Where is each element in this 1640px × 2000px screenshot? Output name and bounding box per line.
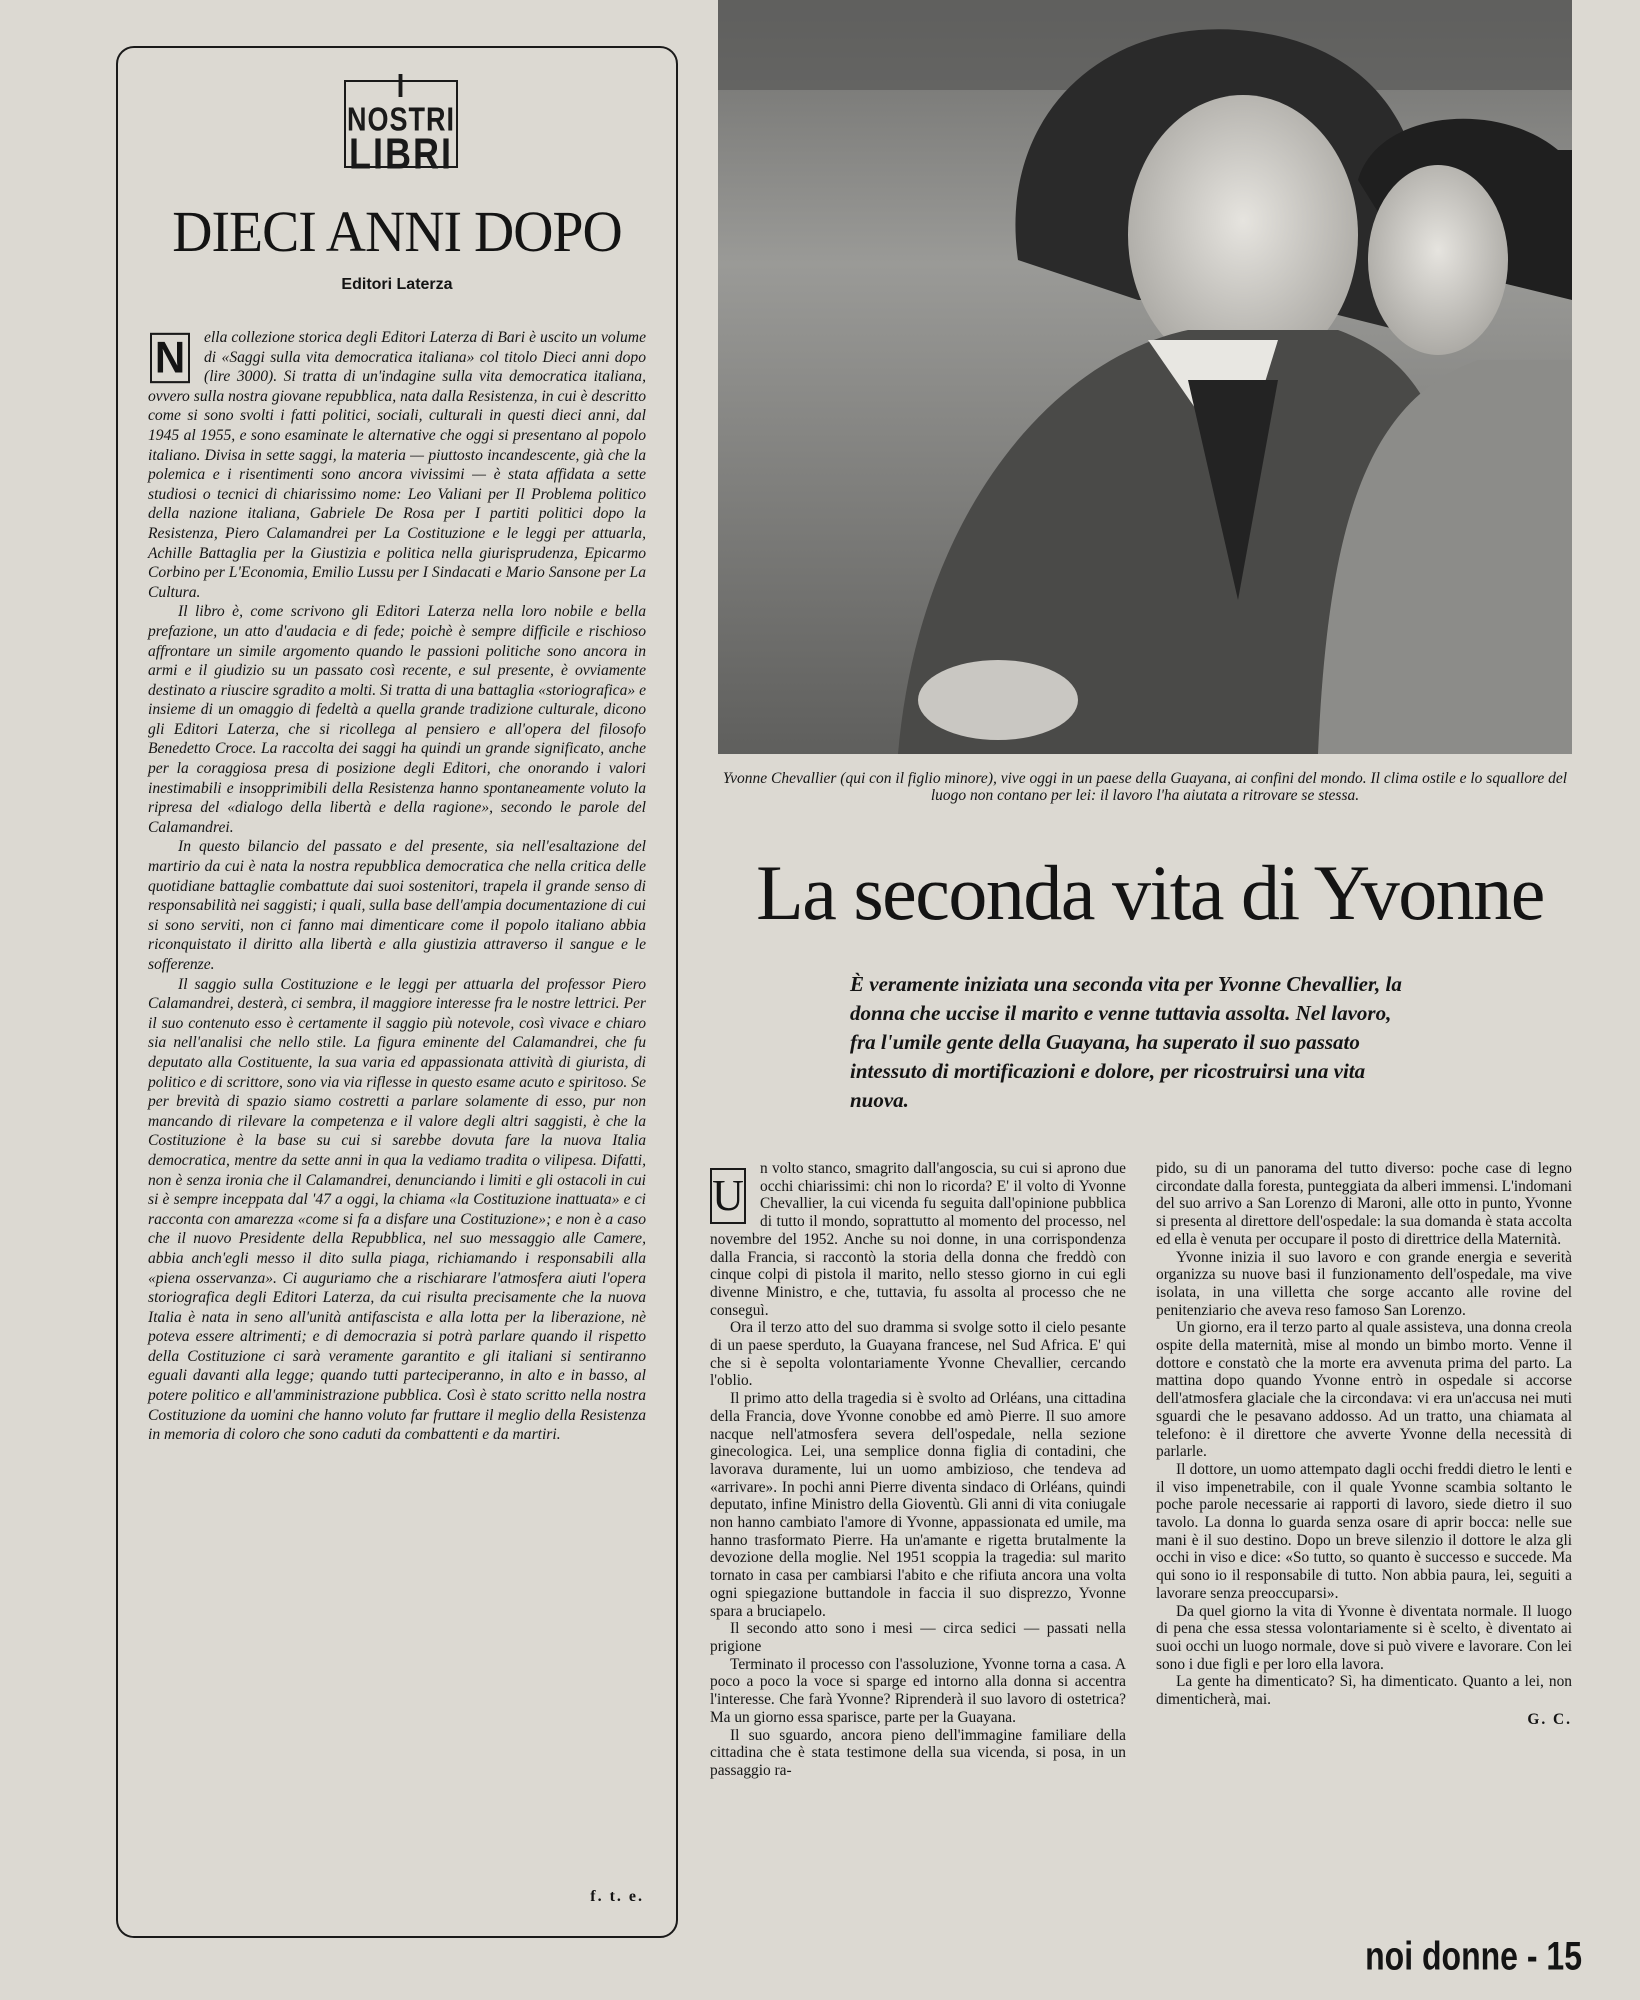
article-dropcap: U <box>710 1168 746 1224</box>
article-paragraph: Terminato il processo con l'assoluzione, Yvonne torna a casa. A poco a poco la voce si sparge ed intorno alla donna si accentra l'interesse. Che farà Yvonne? Riprenderà il suo lavoro di ostetrica? Ma un giorno essa sparisce, parte per la Guayana. <box>710 1655 1126 1726</box>
review-paragraph: N ella collezione storica degli Editori Laterza di Bari è uscito un volume di «Saggi sulla vita democratica italiana» col titolo Dieci anni dopo (lire 3000). Si tratta di un'indagine sulla vita democratica italiana, ovvero sulla nostra giovane repubblica, nata dalla Resistenza, in cui è descritto come si sono svolti i fatti politici, sociali, culturali in questi dieci anni, dal 1945 al 1955, e sono esaminate le alternative che oggi si presentano al popolo italiano. Divisa in sette saggi, la materia — piuttosto incandescente, già che la polemica e i risentimenti sono ancora vivissimi — è stata affidata a sette studiosi o tecnici di chiarissimo nome: Leo Valiani per Il Problema politico della nazione italiana, Gabriele De Rosa per I partiti politici dopo la Resistenza, Piero Calamandrei per La Costituzione e le leggi per attuarla, Achille Battaglia per la Giustizia e politica nella giurisprudenza, Epicarmo Corbino per L'Economia, Emilio Lussu per I Sindacati e Mario Sansone per La Cultura. <box>148 329 646 601</box>
review-publisher: Editori Laterza <box>341 276 453 293</box>
review-paragraph: In questo bilancio del passato e del presente, sia nell'esaltazione del martirio da cui è nata la nostra repubblica democratica che nella critica delle quotidiane battaglie combattute dai suoi sostenitori, trapela il grande senso di responsabilità nei saggisti; i quali, sulla base dell'ampia documentazione di cui si sono serviti, non ci fanno mai dimenticare come il popolo italiano abbia riconquistato il diritto alla libertà e alla giustizia attraverso il sangue e le sofferenze. <box>148 838 646 973</box>
article-headline: La seconda vita di Yvonne <box>756 849 1544 936</box>
article-deck: È veramente iniziata una seconda vita per Yvonne Chevallier, la donna che uccise il marito e venne tuttavia assolta. Nel lavoro, fra l'umile gente della Guayana, ha superato il suo passato intessuto di mortificazioni e dolore, per ricostruirsi una vita nuova. <box>850 972 1402 1112</box>
review-dropcap: N <box>150 333 190 383</box>
rubric-line-2: LIBRI <box>349 128 453 178</box>
photo-mother-and-son <box>718 0 1572 754</box>
review-title: DIECI ANNI DOPO <box>172 199 622 264</box>
article-paragraph: pido, su di un panorama del tutto diverso: poche case di legno circondate dalla foresta, punteggiata da alberi immensi. L'indomani del suo arrivo a San Lorenzo di Maroni, alle otto in punto, Yvonne si presenta al direttore dell'ospedale: la sua domanda è stata accolta ed ella è venuta per occupare il posto di direttrice della Maternità. <box>1156 1160 1572 1248</box>
article-paragraph: Il suo sguardo, ancora pieno dell'immagine familiare della cittadina che è stata testimone della sua vicenda, si posa, in un passaggio ra- <box>710 1726 1126 1779</box>
article-paragraph: Ora il terzo atto del suo dramma si svolge sotto il cielo pesante di un paese sperduto, la Guayana francese, nel Sud Africa. E' qui che si è sepolta volontariamente Yvonne Chevallier, cercando l'oblio. <box>710 1319 1126 1390</box>
page-folio: noi donne - 15 <box>1365 1933 1582 1979</box>
article-paragraph: Il secondo atto sono i mesi — circa sedici — passati nella prigione <box>710 1620 1126 1655</box>
review-body <box>148 328 646 1445</box>
article-column-1 <box>710 1160 1126 1780</box>
book-review-box <box>116 46 678 1938</box>
rubric-logo <box>344 66 458 178</box>
article-paragraph: Yvonne inizia il suo lavoro e con grande energia e severità organizza su nuove basi il funzionamento dell'ospedale, ma vive isolata, in una villetta che sorge accanto alle rovine del penitenziario che aveva reso famoso San Lorenzo. <box>1156 1248 1572 1319</box>
article-paragraph: Da quel giorno la vita di Yvonne è diventata normale. Il luogo di pena che essa stessa volontariamente si è scelto, è diventato ai suoi occhi un luogo normale, dove si può vivere e lavorare. Con lei sono i due figli e per loro ella lavora. <box>1156 1602 1572 1673</box>
review-paragraph: Il saggio sulla Costituzione e le leggi per attuarla del professor Piero Calamandrei, desterà, ci sembra, il maggiore interesse fra le nostre lettrici. Per il suo contenuto esso è certamente il saggio più notevole, così vivace e chiaro sia nell'analisi che nello stile. La figura eminente del Calamandrei, che fu deputato alla Costituente, la sua varia ed appassionata attività di giurista, di politico e di scrittore, sono via via riflesse in questo esame acuto e spiritoso. Se per brevità di spazio siamo costretti a parlare solamente di esso, pur non mancando di rilevare la competenza e il valore degli altri saggisti, è che la Costituzione è la base su cui si sarebbe dovuta fare la nuova Italia democratica, mentre da sette anni in qua la vediamo tradita o vilipesa. Difatti, non è senza ironia che il Calamandrei, denunciando i limiti e gli ostacoli in cui si è sempre inceppata dal '47 a oggi, la chiama «la Costituzione inattuata» e ci racconta con amarezza «come si fa a disfare una Costituzione»; e non è a caso che il nuovo Presidente della Repubblica, nel suo messaggio alle Camere, abbia anch'egli messo il dito sulla piaga, richiamando i responsabili alla «piena osservanza». Ci auguriamo che a rischiarare l'atmosfera aiuti l'opera storiografica degli Editori Laterza, da cui risulta precisamente che la nuova Italia è nata in seno all'unità antifascista e alla lotta per la liberazione, nè poteva essere altrimenti; e di democrazia si potrà parlare quando il rispetto della Costituzione ci sarà veramente garantito e gli italiani si sentiranno eguali davanti alla legge; quando tutti parteciperanno, in alto e in basso, al potere politico e all'amministrazione pubblica. Così è stato scritto nella nostra Costituzione da uomini che hanno voluto far fruttare il meglio della Resistenza in memoria di coloro che sono caduti da combattenti e da martiri. <box>148 975 646 1444</box>
rubric-line-1: I NOSTRI <box>346 66 455 138</box>
article-signature: G. C. <box>1527 1710 1572 1728</box>
article-paragraph: La gente ha dimenticato? Sì, ha dimenticato. Quanto a lei, non dimenticherà, mai. <box>1156 1673 1572 1709</box>
article-photo <box>718 0 1572 754</box>
article-paragraph: Il dottore, un uomo attempato dagli occhi freddi dietro le lenti e il viso impenetrabile, con il quale Yvonne scambia soltanto le poche parole necessarie ai rapporti di lavoro, siede dietro il suo tavolo. La donna lo guarda senza osare di aprir bocca: nelle sue mani è il suo destino. Dopo un breve silenzio il dottore le alza gli occhi in viso e dice: «So tutto, so quanto è successo e succede. Ma qui sono io il responsabile di tutto. Non abbia paura, lei, seguiti a lavorare senza preoccuparsi». <box>1156 1460 1572 1602</box>
article-column-2 <box>1156 1160 1572 1729</box>
photo-caption: Yvonne Chevallier (qui con il figlio minore), vive oggi in un paese della Guayana, ai confini del mondo. Il clima ostile e lo squallore del luogo non contano per lei: il lavoro l'ha aiutata a ritrovare se stessa. <box>722 770 1568 804</box>
review-paragraph: Il libro è, come scrivono gli Editori Laterza nella loro nobile e bella prefazione, un atto d'audacia e di fede; poichè è sempre difficile e rischioso affrontare un simile argomento quando le passioni politiche sono ancora in armi e il giudizio su un passato così recente, e sul presente, è ovviamente destinato a riuscire sgradito a molti. Si tratta di una battaglia «storiografica» e insieme di un omaggio di fedeltà a quella grande tradizione culturale, dicono gli Editori Laterza, che si ricollega al pensiero e all'opera del filosofo Benedetto Croce. La raccolta dei saggi ha quindi un grande significato, anche per la coraggiosa presa di posizione degli Editori, che onorando i valori inestimabili e insopprimibili della Resistenza hanno spontaneamente voluto la ripresa del «dialogo della libertà e della ragione», secondo le parole del Calamandrei. <box>148 603 647 836</box>
article-paragraph: Il primo atto della tragedia si è svolto ad Orléans, una cittadina della Francia, dove Yvonne conobbe ed amò Pierre. Il suo amore nacque nell'atmosfera severa dell'ospedale, nella sezione ginecologica. Lei, una semplice donna figlia di contadini, che lavorava duramente, lui un uomo ambizioso, che tendeva ad «arrivare». In pochi anni Pierre diventa sindaco di Orléans, quindi deputato, infine Ministro della Gioventù. Gli anni di vita coniugale non hanno cambiato l'amore di Yvonne, appassionata ed umile, ma hanno trasformato Pierre. Ha un'amante e rigetta brutalmente la devozione della moglie. Nel 1951 scoppia la tragedia: sul marito tornato in casa per cambiarsi l'abito e che rifiuta ancora una volta ogni spiegazione buttandole in faccia il suo disprezzo, Yvonne spara a bruciapelo. <box>710 1390 1126 1620</box>
review-signature: f. t. e. <box>590 1888 644 1905</box>
article-paragraph: Un giorno, era il terzo parto al quale assisteva, una donna creola ospite della maternità, mise al mondo un bimbo morto. Venne il dottore e constatò che la morte era avvenuta prima del parto. La mattina dopo quando Yvonne entrò in ospedale si accorse dell'atmosfera glaciale che la circondava: vi era un'accusa nei muti sguardi che le pesavano addosso. Ad un tratto, una chiamata al telefono: è il direttore che avverte Yvonne della necessità di parlarle. <box>1156 1319 1572 1461</box>
article-paragraph: U n volto stanco, smagrito dall'angoscia, su cui si aprono due occhi chiarissimi: chi non lo ricorda? E' il volto di Yvonne Chevallier, la cui vicenda fu seguita dall'opinione pubblica di tutto il mondo, soprattutto al momento del processo, nel novembre del 1952. Anche su noi donne, in una corrispondenza dalla Francia, si raccontò la storia della donna che freddò con cinque colpi di pistola il marito, nello stesso giorno in cui egli divenne Ministro, e che, tuttavia, fu assolta al processo che ne conseguì. <box>710 1160 1126 1319</box>
